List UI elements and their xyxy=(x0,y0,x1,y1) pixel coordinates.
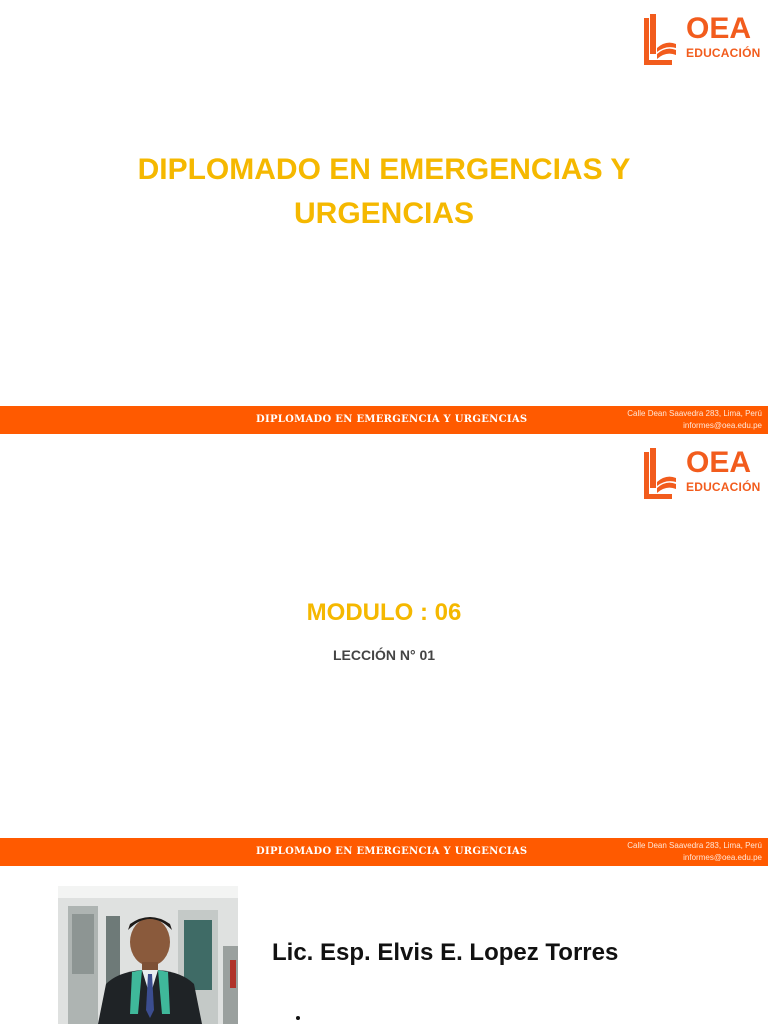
logo-wordmark: OEA xyxy=(686,12,752,45)
slide-module xyxy=(0,434,768,866)
logo-wordmark: OEA xyxy=(686,446,752,479)
footer-bar xyxy=(0,406,768,434)
footer-bar xyxy=(0,838,768,866)
footer-address: Calle Dean Saavedra 283, Lima, Perú xyxy=(627,841,762,850)
speaker-photo xyxy=(58,886,238,1024)
oea-logo xyxy=(642,10,761,68)
bullet-point xyxy=(296,1016,300,1020)
logo-subtitle: EDUCACIÓN xyxy=(686,46,761,60)
speaker-portrait-icon xyxy=(58,886,238,1024)
slide-speaker xyxy=(0,866,768,1024)
footer-course-name: DIPLOMADO EN EMERGENCIA Y URGENCIAS xyxy=(256,846,528,857)
slide-title xyxy=(0,0,768,434)
footer-course-name: DIPLOMADO EN EMERGENCIA Y URGENCIAS xyxy=(256,414,528,425)
course-title: DIPLOMADO EN EMERGENCIAS Y URGENCIAS xyxy=(137,153,631,230)
book-logo-icon xyxy=(642,10,682,68)
book-logo-icon xyxy=(642,444,682,502)
footer-email: informes@oea.edu.pe xyxy=(683,421,762,430)
lesson-title: LECCIÓN N° 01 xyxy=(332,647,436,663)
logo-subtitle: EDUCACIÓN xyxy=(686,480,761,494)
oea-logo xyxy=(642,444,761,502)
module-title: MODULO : 06 xyxy=(306,599,462,626)
footer-email: informes@oea.edu.pe xyxy=(683,853,762,862)
footer-address: Calle Dean Saavedra 283, Lima, Perú xyxy=(627,409,762,418)
speaker-name: Lic. Esp. Elvis E. Lopez Torres xyxy=(272,939,619,966)
